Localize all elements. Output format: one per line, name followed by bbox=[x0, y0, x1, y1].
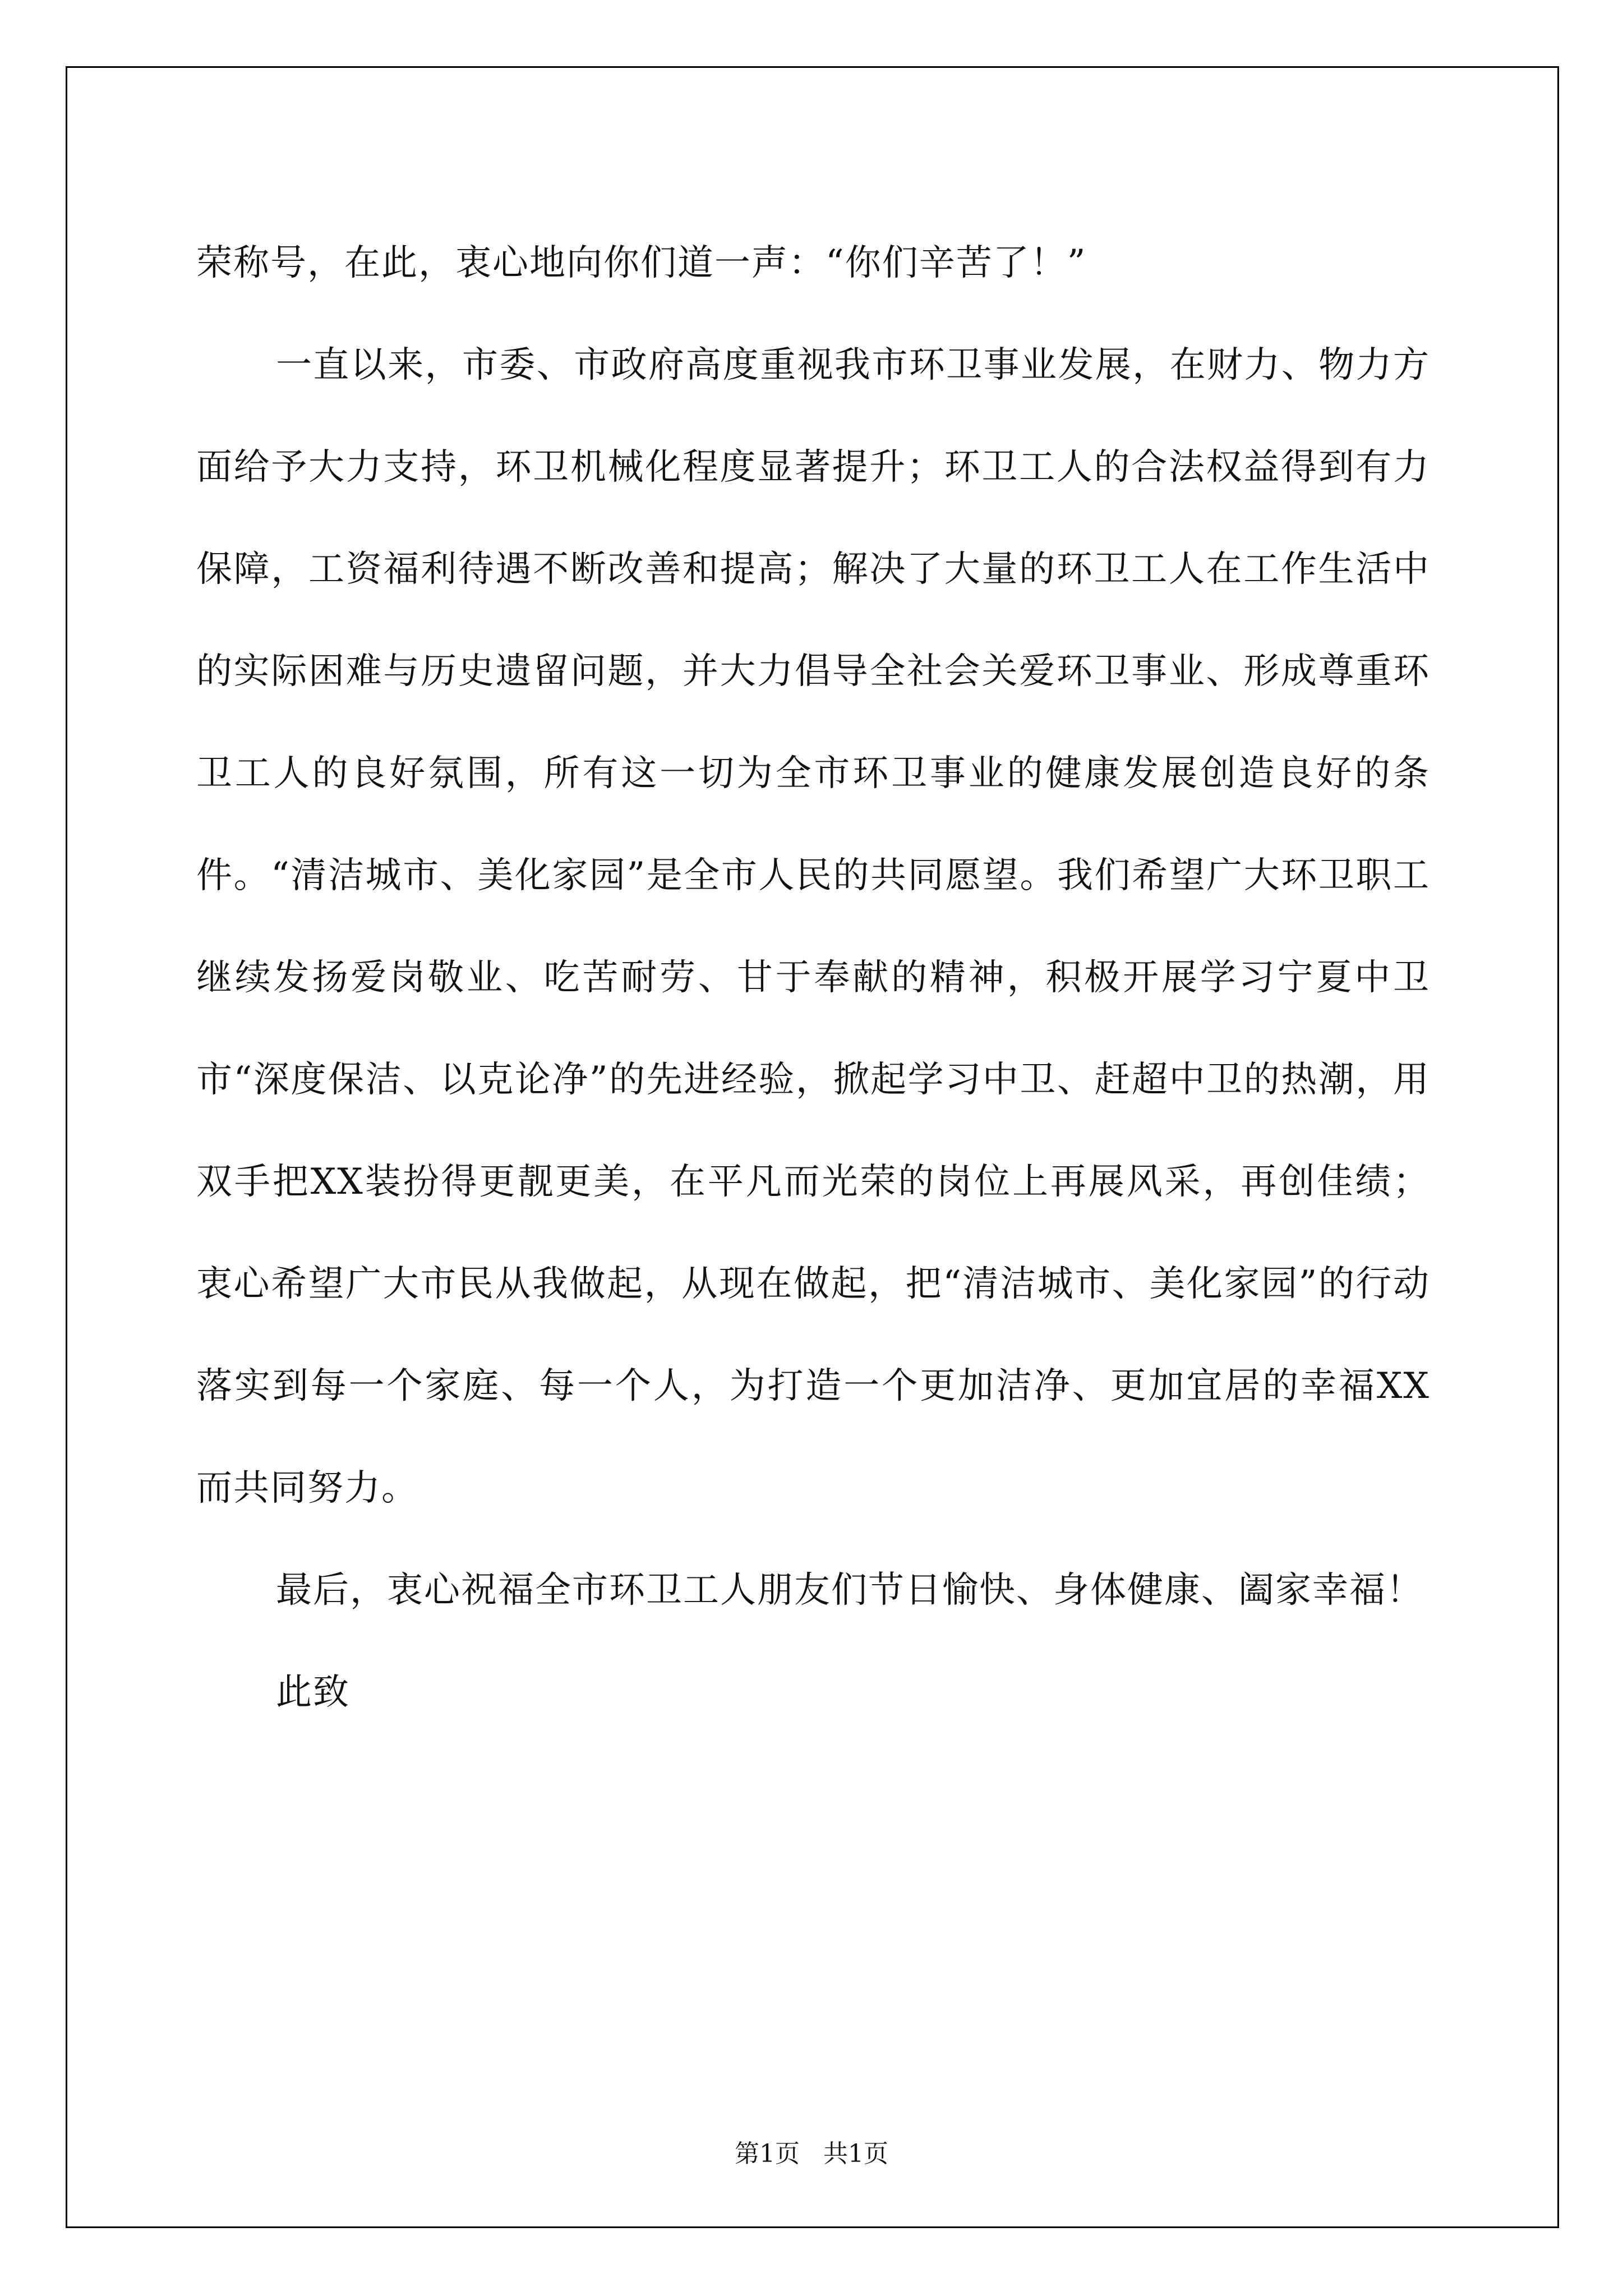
paragraph-3: 最后，衷心祝福全市环卫工人朋友们节日愉快、身体健康、阖家幸福！ bbox=[276, 1570, 1423, 1611]
paragraph-closing: 此致 bbox=[276, 1672, 350, 1713]
page-number-footer: 第1页 共1页 bbox=[735, 2139, 888, 2168]
document-body bbox=[196, 212, 1430, 1743]
paragraph-1: 荣称号，在此，衷心地向你们道一声：“你们辛苦了！” bbox=[196, 242, 1087, 284]
paragraph-2: 一直以来，市委、市政府高度重视我市环卫事业发展，在财力、物力方面给予大力支持，环卫机械化程度显著提升；环卫工人的合法权益得到有力保障，工资福利待遇不断改善和提高；解决了大量的环卫工人在工作生活中的实际困难与历史遗留问题，并大力倡导全社会关爱环卫事业、形成尊重环卫工人的良好氛围，所有这一切为全市环卫事业的健康发展创造良好的条件。“清洁城市、美化家园”是全市人民的共同愿望。我们希望广大环卫职工继续发扬爱岗敬业、吃苦耐劳、甘于奉献的精神，积极开展学习宁夏中卫市“深度保洁、以克论净”的先进经验，掀起学习中卫、赶超中卫的热潮，用双手把XX装扮得更靓更美，在平凡而光荣的岗位上再展风采，再创佳绩；衷心希望广大市民从我做起，从现在做起，把“清洁城市、美化家园”的行动落实到每一个家庭、每一个人，为打造一个更加洁净、更加宜居的幸福XX而共同努力。 bbox=[196, 344, 1430, 1509]
